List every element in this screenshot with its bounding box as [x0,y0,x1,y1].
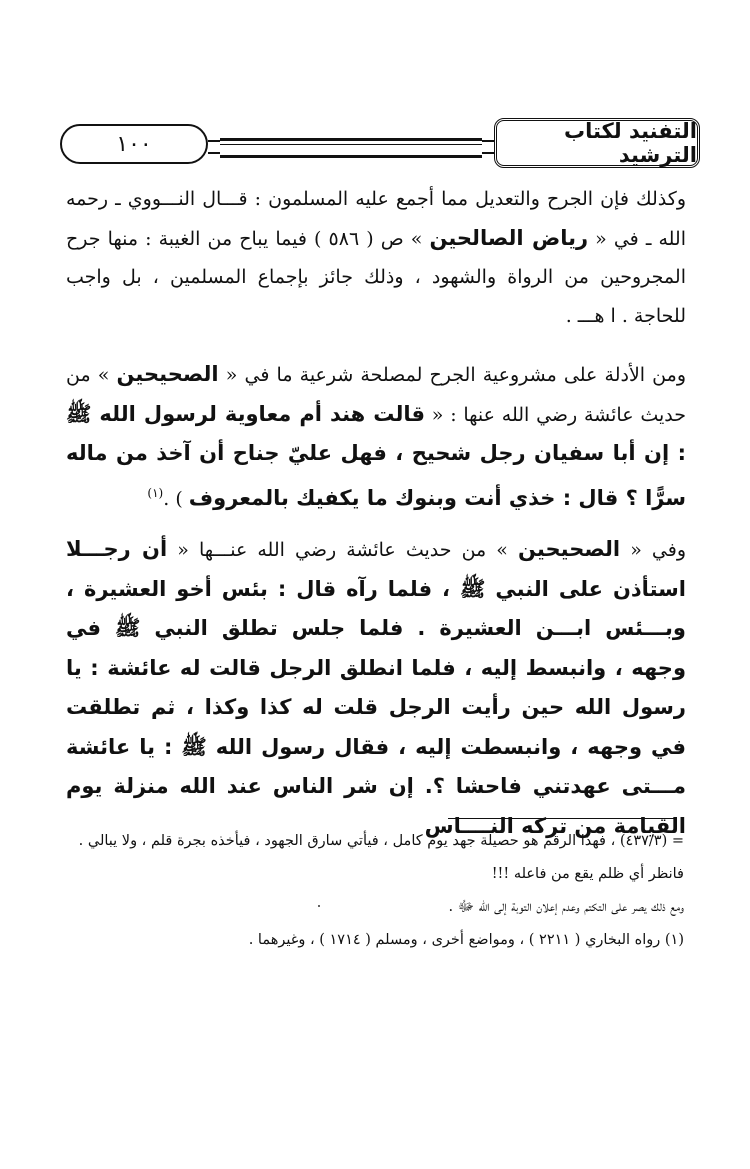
page-number-badge [60,124,208,164]
paragraph-text: ) . [163,487,189,510]
hadith-quote-aisha: أن رجـــلا استأذن على النبي ﷺ ، فلما رآه قال : بئس أخو العشيرة ، وبـــئس ابـــن العشيرة . فلما جلس تطلق النبي ﷺ في وجهه ، وانبسط إليه ، فلما انطلق الرجل قالت له عائشة : يا رسول الله حين رأيت الرجل قلت له كذا وكذا ، ثم تطلقت في وجهه ، وانبسطت إليه ، فقال رسول الله ﷺ : يا عائشة مـــتى عهدتني فاحشا ؟. إن شر الناس عند الله منزلة يوم القيامة من تركه النــــاس [66,537,686,838]
book-title-sahihayn: الصحيحين [116,362,219,386]
main-text [66,180,686,846]
book-title-sahihayn: الصحيحين [518,537,621,561]
paragraph-text: وفي « [620,539,686,561]
footnote-separator [448,818,676,819]
running-title: التفنيد لكتاب الترشيد [563,119,697,167]
page-header [60,118,700,174]
paragraph-3 [66,530,686,846]
footnote-line: ومع ذلك يصر على التكتم وعدم إعلان التوبة إلى الله ﷻ . [448,899,684,915]
footnote-1: (١) رواه البخاري ( ٢٢١١ ) ، ومواضع أخرى ، ومسلم ( ١٧١٤ ) ، وغيرهما . [248,932,684,948]
header-rule [220,138,482,158]
book-title-riyad: رياض الصالحين [429,225,589,250]
footnote-line: فانظر أي ظلم يقع من فاعله !!! [491,866,684,882]
paragraph-text: » من حديث عائشة رضي الله عنها : « [66,364,686,426]
paragraph-text: ومن الأدلة على مشروعية الجرح لمصلحة شرعية ما في « [218,364,686,386]
paragraph-1 [66,180,686,335]
paragraph-2 [66,355,686,518]
print-speck [318,905,320,907]
paragraph-text: » ص ( ٥٨٦ ) فيما يباح من الغيبة : منها جرح المجروحين من الرواة والشهود ، وذلك جائز بإجماع المسلمين ، بل واجب للحاجة . ا هـــ . [66,227,686,327]
paragraph-text: » من حديث عائشة رضي الله عنـــها « [167,539,519,561]
header-rule-cap-right [482,140,494,154]
footnote-reference: (١) [147,485,164,500]
header-rule-cap-left [208,140,220,154]
paragraph-text: وكذلك فإن الجرح والتعديل مما أجمع عليه المسلمون : قـــال النـــووي ـ رحمه الله ـ في « [66,188,686,250]
running-title-box [494,118,700,168]
footnote-line: = (٤٣٧/٣) ، فهذا الرقم هو حصيلة جهد يوم كامل ، فيأتي سارق الجهود ، فيأخذه بجرة قلم ، ولا يبالي . [78,833,684,849]
hadith-quote-hind: قالت هند أم معاوية لرسول الله ﷺ : إن أبا سفيان رجل شحيح ، فهل عليّ جناح أن آخذ من ماله سرًّا ؟ قال : خذي أنت وبنوك ما يكفيك بالمعروف [66,401,686,510]
page-number: ١٠٠ [116,131,152,157]
footnotes [76,825,684,957]
